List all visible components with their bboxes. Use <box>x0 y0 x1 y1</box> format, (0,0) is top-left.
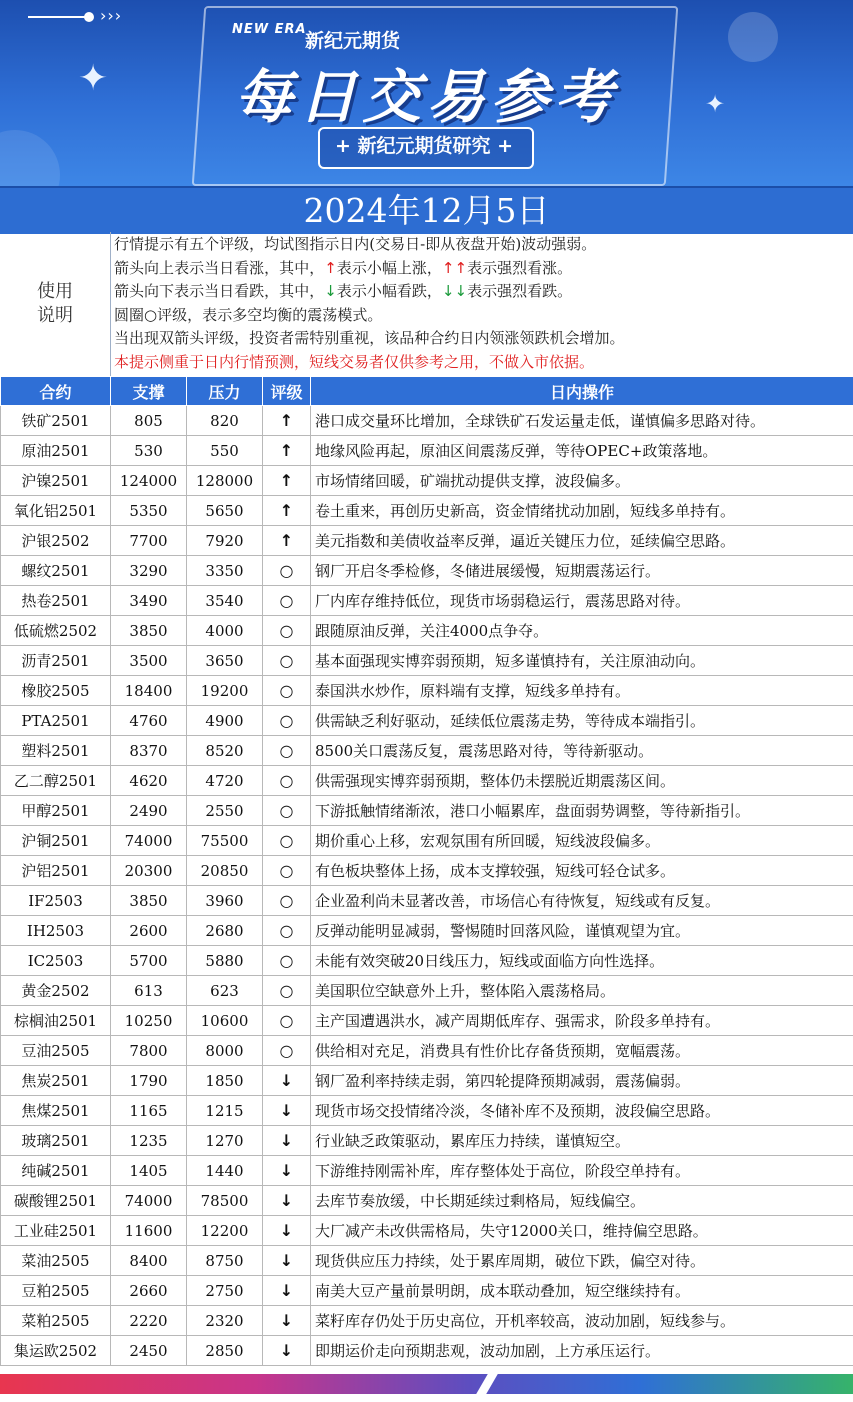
rating-cell: ↓ <box>263 1096 311 1126</box>
rating-cell: ○ <box>263 1036 311 1066</box>
support-cell: 2600 <box>111 916 187 946</box>
operation-cell: 泰国洪水炒作，原料端有支撑，短线多单持有。 <box>311 676 853 706</box>
support-cell: 4760 <box>111 706 187 736</box>
rating-cell: ↓ <box>263 1186 311 1216</box>
operation-cell: 供给相对充足，消费具有性价比存备货预期，宽幅震荡。 <box>311 1036 853 1066</box>
resistance-cell: 550 <box>187 436 263 466</box>
usage-lines <box>114 233 850 374</box>
arrow-down-icon: ↓ <box>441 282 455 300</box>
resistance-cell: 7920 <box>187 526 263 556</box>
resistance-cell: 5880 <box>187 946 263 976</box>
rating-cell: ○ <box>263 946 311 976</box>
support-cell: 124000 <box>111 466 187 496</box>
rating-cell: ↓ <box>263 1336 311 1366</box>
support-cell: 74000 <box>111 1186 187 1216</box>
resistance-cell: 1215 <box>187 1096 263 1126</box>
resistance-cell: 1270 <box>187 1126 263 1156</box>
table-row <box>1 1276 853 1306</box>
operation-cell: 行业缺乏政策驱动，累库压力持续，谨慎短空。 <box>311 1126 853 1156</box>
operation-cell: 下游抵触情绪渐浓，港口小幅累库，盘面弱势调整，等待新指引。 <box>311 796 853 826</box>
report-date: 2024年12月5日 <box>303 191 550 230</box>
resistance-cell: 19200 <box>187 676 263 706</box>
operation-cell: 厂内库存维持低位，现货市场弱稳运行，震荡思路对待。 <box>311 586 853 616</box>
usage-line: 行情提示有五个评级，均试图指示日内(交易日-即从夜盘开始)波动强弱。 <box>114 235 597 253</box>
table-row <box>1 1336 853 1366</box>
operation-cell: 主产国遭遇洪水，减产周期低库存、强需求，阶段多单持有。 <box>311 1006 853 1036</box>
operation-cell: 南美大豆产量前景明朗，成本联动叠加，短空继续持有。 <box>311 1276 853 1306</box>
table-row <box>1 556 853 586</box>
support-cell: 2490 <box>111 796 187 826</box>
table-row <box>1 1246 853 1276</box>
resistance-cell: 10600 <box>187 1006 263 1036</box>
operation-cell: 菜籽库存仍处于历史高位，开机率较高，波动加剧，短线参与。 <box>311 1306 853 1336</box>
rating-cell: ○ <box>263 796 311 826</box>
header-support: 支撑 <box>111 377 187 406</box>
rating-cell: ↓ <box>263 1306 311 1336</box>
contract-cell: 豆粕2505 <box>1 1276 111 1306</box>
support-cell: 2450 <box>111 1336 187 1366</box>
arrow-up-icon: ↑ <box>441 258 455 277</box>
usage-line: 箭头向上表示当日看涨，其中，↑表示小幅上涨，↑↑表示强烈看涨。 <box>114 258 573 277</box>
resistance-cell: 128000 <box>187 466 263 496</box>
contract-cell: 沪银2502 <box>1 526 111 556</box>
rating-cell: ○ <box>263 736 311 766</box>
usage-label <box>0 232 111 376</box>
resistance-cell: 3350 <box>187 556 263 586</box>
resistance-cell: 4900 <box>187 706 263 736</box>
page-title: 每日交易参考 <box>234 63 619 131</box>
operation-cell: 港口成交量环比增加，全球铁矿石发运量走低，谨慎偏多思路对待。 <box>311 406 853 436</box>
operation-cell: 8500关口震荡反复，震荡思路对待，等待新驱动。 <box>311 736 853 766</box>
trading-table <box>0 376 853 1366</box>
decor-dot <box>84 12 94 22</box>
contract-cell: 塑料2501 <box>1 736 111 766</box>
support-cell: 8400 <box>111 1246 187 1276</box>
support-cell: 11600 <box>111 1216 187 1246</box>
support-cell: 2660 <box>111 1276 187 1306</box>
support-cell: 7800 <box>111 1036 187 1066</box>
support-cell: 3490 <box>111 586 187 616</box>
resistance-cell: 4720 <box>187 766 263 796</box>
operation-cell: 美国职位空缺意外上升，整体陷入震荡格局。 <box>311 976 853 1006</box>
support-cell: 3850 <box>111 886 187 916</box>
rating-cell: ○ <box>263 706 311 736</box>
usage-label-line2: 说明 <box>37 305 73 326</box>
usage-notes <box>0 232 853 377</box>
resistance-cell: 12200 <box>187 1216 263 1246</box>
rating-cell: ○ <box>263 766 311 796</box>
rating-cell: ○ <box>263 1006 311 1036</box>
contract-cell: 工业硅2501 <box>1 1216 111 1246</box>
operation-cell: 现货供应压力持续，处于累库周期，破位下跌，偏空对待。 <box>311 1246 853 1276</box>
resistance-cell: 20850 <box>187 856 263 886</box>
rating-cell: ○ <box>263 976 311 1006</box>
contract-cell: IF2503 <box>1 886 111 916</box>
rating-cell: ↓ <box>263 1216 311 1246</box>
table-row <box>1 1126 853 1156</box>
rating-cell: ↓ <box>263 1246 311 1276</box>
contract-cell: 玻璃2501 <box>1 1126 111 1156</box>
resistance-cell: 78500 <box>187 1186 263 1216</box>
contract-cell: 铁矿2501 <box>1 406 111 436</box>
table-row <box>1 796 853 826</box>
arrow-down-icon: ↓ <box>454 282 468 300</box>
rating-cell: ↓ <box>263 1126 311 1156</box>
contract-cell: 豆油2505 <box>1 1036 111 1066</box>
rating-cell: ↑ <box>263 436 311 466</box>
sparkle-icon: ✦ <box>705 90 726 118</box>
operation-cell: 大厂减产未改供需格局，失守12000关口，维持偏空思路。 <box>311 1216 853 1246</box>
rating-cell: ↑ <box>263 466 311 496</box>
support-cell: 5350 <box>111 496 187 526</box>
decor-line <box>28 16 88 18</box>
table-row <box>1 466 853 496</box>
resistance-cell: 820 <box>187 406 263 436</box>
contract-cell: 纯碱2501 <box>1 1156 111 1186</box>
table-row <box>1 1066 853 1096</box>
resistance-cell: 1850 <box>187 1066 263 1096</box>
contract-cell: 沪铝2501 <box>1 856 111 886</box>
table-row <box>1 526 853 556</box>
table-row <box>1 616 853 646</box>
contract-cell: 沥青2501 <box>1 646 111 676</box>
table-row <box>1 1216 853 1246</box>
contract-cell: 菜粕2505 <box>1 1306 111 1336</box>
table-row <box>1 916 853 946</box>
rating-cell: ○ <box>263 586 311 616</box>
table-row <box>1 406 853 436</box>
support-cell: 3500 <box>111 646 187 676</box>
support-cell: 10250 <box>111 1006 187 1036</box>
header-operation: 日内操作 <box>311 377 853 406</box>
operation-cell: 反弹动能明显减弱，警惕随时回落风险，谨慎观望为宜。 <box>311 916 853 946</box>
contract-cell: IH2503 <box>1 916 111 946</box>
contract-cell: 沪镍2501 <box>1 466 111 496</box>
arrow-up-icon: ↑ <box>454 258 468 277</box>
table-row <box>1 496 853 526</box>
brand-name: 新纪元期货 <box>305 30 401 52</box>
rating-cell: ↓ <box>263 1156 311 1186</box>
resistance-cell: 3650 <box>187 646 263 676</box>
contract-cell: 菜油2505 <box>1 1246 111 1276</box>
contract-cell: 原油2501 <box>1 436 111 466</box>
support-cell: 1790 <box>111 1066 187 1096</box>
contract-cell: 集运欧2502 <box>1 1336 111 1366</box>
arrow-down-icon: ↓ <box>324 282 337 300</box>
resistance-cell: 2680 <box>187 916 263 946</box>
usage-line: 当出现双箭头评级，投资者需特别重视，该品种合约日内领涨领跌机会增加。 <box>114 329 625 347</box>
rating-cell: ↓ <box>263 1276 311 1306</box>
table-row <box>1 1096 853 1126</box>
header-contract: 合约 <box>1 377 111 406</box>
contract-cell: 焦炭2501 <box>1 1066 111 1096</box>
contract-cell: 热卷2501 <box>1 586 111 616</box>
operation-cell: 供需强现实博弈弱预期，整体仍未摆脱近期震荡区间。 <box>311 766 853 796</box>
table-row <box>1 976 853 1006</box>
operation-cell: 美元指数和美债收益率反弹，逼近关键压力位，延续偏空思路。 <box>311 526 853 556</box>
table-row <box>1 436 853 466</box>
table-row <box>1 676 853 706</box>
contract-cell: 沪铜2501 <box>1 826 111 856</box>
support-cell: 74000 <box>111 826 187 856</box>
operation-cell: 钢厂开启冬季检修，冬储进展缓慢，短期震荡运行。 <box>311 556 853 586</box>
usage-label-line1: 使用 <box>37 281 73 302</box>
support-cell: 7700 <box>111 526 187 556</box>
contract-cell: 低硫燃2502 <box>1 616 111 646</box>
support-cell: 1405 <box>111 1156 187 1186</box>
table-row <box>1 646 853 676</box>
table-header-row <box>1 377 853 406</box>
operation-cell: 供需缺乏利好驱动，延续低位震荡走势，等待成本端指引。 <box>311 706 853 736</box>
table-row <box>1 946 853 976</box>
header-rating: 评级 <box>263 377 311 406</box>
operation-cell: 基本面强现实博弈弱预期，短多谨慎持有，关注原油动向。 <box>311 646 853 676</box>
contract-cell: 甲醇2501 <box>1 796 111 826</box>
resistance-cell: 8520 <box>187 736 263 766</box>
contract-cell: 螺纹2501 <box>1 556 111 586</box>
subtitle: + 新纪元期货研究 + <box>334 135 514 157</box>
table-row <box>1 826 853 856</box>
contract-cell: PTA2501 <box>1 706 111 736</box>
header-resistance: 压力 <box>187 377 263 406</box>
rating-cell: ○ <box>263 826 311 856</box>
contract-cell: 碳酸锂2501 <box>1 1186 111 1216</box>
operation-cell: 钢厂盈利率持续走弱，第四轮提降预期减弱，震荡偏弱。 <box>311 1066 853 1096</box>
operation-cell: 去库节奏放缓，中长期延续过剩格局，短线偏空。 <box>311 1186 853 1216</box>
table-row <box>1 586 853 616</box>
contract-cell: 黄金2502 <box>1 976 111 1006</box>
support-cell: 5700 <box>111 946 187 976</box>
support-cell: 18400 <box>111 676 187 706</box>
usage-line: 箭头向下表示当日看跌，其中，↓表示小幅看跌，↓↓表示强烈看跌。 <box>114 282 573 300</box>
table-row <box>1 1306 853 1336</box>
resistance-cell: 8000 <box>187 1036 263 1066</box>
support-cell: 2220 <box>111 1306 187 1336</box>
decor-circle <box>0 130 60 186</box>
resistance-cell: 623 <box>187 976 263 1006</box>
support-cell: 8370 <box>111 736 187 766</box>
header-banner <box>0 0 853 186</box>
support-cell: 3850 <box>111 616 187 646</box>
operation-cell: 现货市场交投情绪冷淡，冬储补库不及预期，波段偏空思路。 <box>311 1096 853 1126</box>
resistance-cell: 5650 <box>187 496 263 526</box>
operation-cell: 卷土重来，再创历史新高，资金情绪扰动加剧，短线多单持有。 <box>311 496 853 526</box>
resistance-cell: 4000 <box>187 616 263 646</box>
contract-cell: 橡胶2505 <box>1 676 111 706</box>
support-cell: 3290 <box>111 556 187 586</box>
footer-cut <box>476 1374 498 1394</box>
rating-cell: ↑ <box>263 496 311 526</box>
table-row <box>1 856 853 886</box>
operation-cell: 下游维持刚需补库，库存整体处于高位，阶段空单持有。 <box>311 1156 853 1186</box>
footer-stripe <box>0 1374 853 1394</box>
operation-cell: 地缘风险再起，原油区间震荡反弹，等待OPEC+政策落地。 <box>311 436 853 466</box>
rating-cell: ○ <box>263 556 311 586</box>
contract-cell: IC2503 <box>1 946 111 976</box>
usage-line: 本提示侧重于日内行情预测，短线交易者仅供参考之用，不做入市依据。 <box>114 352 595 371</box>
decor-arrows-icon: ››› <box>100 6 123 25</box>
resistance-cell: 3540 <box>187 586 263 616</box>
rating-cell: ○ <box>263 856 311 886</box>
resistance-cell: 8750 <box>187 1246 263 1276</box>
support-cell: 20300 <box>111 856 187 886</box>
date-bar <box>0 186 853 234</box>
table-row <box>1 736 853 766</box>
support-cell: 530 <box>111 436 187 466</box>
rating-cell: ↑ <box>263 526 311 556</box>
operation-cell: 企业盈利尚未显著改善，市场信心有待恢复，短线或有反复。 <box>311 886 853 916</box>
company-logo: NEW ERA <box>232 22 307 37</box>
support-cell: 4620 <box>111 766 187 796</box>
rating-cell: ↓ <box>263 1066 311 1096</box>
table-row <box>1 1156 853 1186</box>
operation-cell: 有色板块整体上扬，成本支撑较强，短线可轻仓试多。 <box>311 856 853 886</box>
table-row <box>1 1006 853 1036</box>
resistance-cell: 2750 <box>187 1276 263 1306</box>
rating-cell: ○ <box>263 916 311 946</box>
operation-cell: 市场情绪回暖，矿端扰动提供支撑，波段偏多。 <box>311 466 853 496</box>
contract-cell: 焦煤2501 <box>1 1096 111 1126</box>
rating-cell: ○ <box>263 616 311 646</box>
table-row <box>1 886 853 916</box>
operation-cell: 跟随原油反弹，关注4000点争夺。 <box>311 616 853 646</box>
operation-cell: 未能有效突破20日线压力，短线或面临方向性选择。 <box>311 946 853 976</box>
support-cell: 1165 <box>111 1096 187 1126</box>
operation-cell: 即期运价走向预期悲观，波动加剧，上方承压运行。 <box>311 1336 853 1366</box>
sparkle-icon: ✦ <box>78 58 109 99</box>
operation-cell: 期价重心上移，宏观氛围有所回暖，短线波段偏多。 <box>311 826 853 856</box>
resistance-cell: 1440 <box>187 1156 263 1186</box>
resistance-cell: 2320 <box>187 1306 263 1336</box>
contract-cell: 棕榈油2501 <box>1 1006 111 1036</box>
rating-cell: ○ <box>263 646 311 676</box>
table-row <box>1 766 853 796</box>
table-row <box>1 1036 853 1066</box>
contract-cell: 氧化铝2501 <box>1 496 111 526</box>
resistance-cell: 3960 <box>187 886 263 916</box>
table-row <box>1 1186 853 1216</box>
resistance-cell: 75500 <box>187 826 263 856</box>
resistance-cell: 2550 <box>187 796 263 826</box>
table-row <box>1 706 853 736</box>
usage-line: 圆圈○评级，表示多空均衡的震荡模式。 <box>114 305 383 324</box>
rating-cell: ↑ <box>263 406 311 436</box>
rating-cell: ○ <box>263 886 311 916</box>
arrow-up-icon: ↑ <box>324 258 337 277</box>
resistance-cell: 2850 <box>187 1336 263 1366</box>
rating-cell: ○ <box>263 676 311 706</box>
support-cell: 805 <box>111 406 187 436</box>
support-cell: 613 <box>111 976 187 1006</box>
support-cell: 1235 <box>111 1126 187 1156</box>
contract-cell: 乙二醇2501 <box>1 766 111 796</box>
